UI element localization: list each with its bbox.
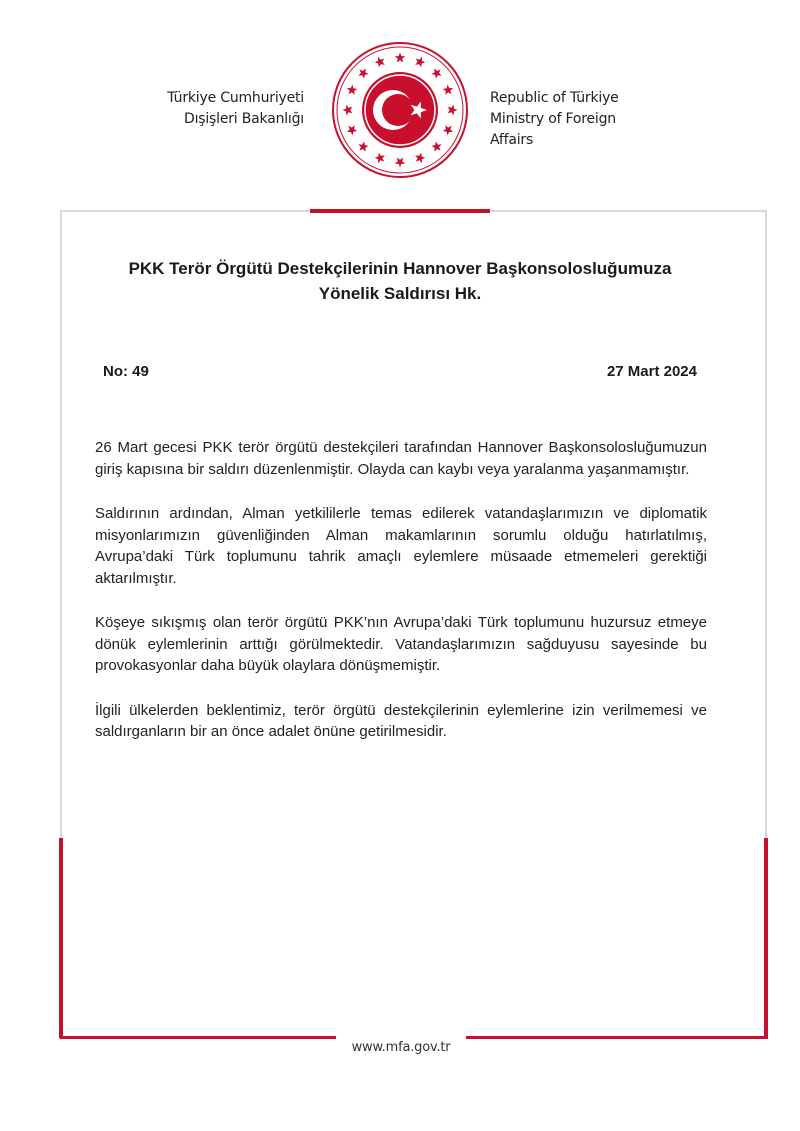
org-name-turkish bbox=[150, 88, 304, 130]
seal-star-icon bbox=[347, 125, 357, 135]
frame-top-accent bbox=[310, 209, 490, 213]
seal-star-icon bbox=[443, 125, 453, 135]
frame-right-accent bbox=[764, 838, 768, 1038]
crescent-star-seal-icon bbox=[330, 40, 470, 180]
org-name-english-line1: Republic of Türkiye bbox=[490, 90, 619, 106]
body-paragraph: 26 Mart gecesi PKK terör örgütü destekçileri tarafından Hannover Başkonsolosluğumuzun giriş kapısına bir saldırı düzenlenmiştir. Olayda can kaybı veya yaralanma yaşanmamıştır. bbox=[95, 439, 707, 478]
seal-star-icon bbox=[358, 68, 368, 78]
frame-bottom-left-accent bbox=[60, 1036, 336, 1039]
frame-bottom-right-accent bbox=[466, 1036, 768, 1039]
org-name-english-line2: Ministry of Foreign Affairs bbox=[490, 111, 616, 148]
org-name-turkish-line1: Türkiye Cumhuriyeti bbox=[167, 90, 304, 106]
body-paragraph: Saldırının ardından, Alman yetkililerle temas edilerek vatandaşlarımızın ve diplomatik misyonlarımızın güvenliğinden Alman makamlarının sorumlu olduğu hatırlatılmış, Avrupa’daki Türk toplumunu tahrik amaçlı eylemlere müsaade etmemeleri gerektiği aktarılmıştır. bbox=[95, 505, 707, 587]
seal-star-icon bbox=[443, 85, 453, 95]
seal-star-icon bbox=[347, 85, 357, 95]
document-title-line1: PKK Terör Örgütü Destekçilerinin Hannover Başkonsolosluğumuza bbox=[128, 259, 672, 278]
seal-star-icon bbox=[448, 105, 458, 115]
body-paragraph: İlgili ülkelerden beklentimiz, terör örgütü destekçilerinin eylemlerine izin verilmemesi ve saldırganların bir an önce adalet önüne getirilmesidir. bbox=[95, 701, 707, 740]
seal-star-icon bbox=[375, 57, 385, 67]
seal-star-icon bbox=[358, 141, 368, 151]
org-name-english bbox=[490, 88, 660, 151]
document-body bbox=[95, 437, 707, 766]
org-name-turkish-line2: Dışişleri Bakanlığı bbox=[184, 111, 304, 127]
document-date: 27 Mart 2024 bbox=[606, 363, 697, 380]
seal-star-icon bbox=[431, 68, 441, 78]
seal-star-icon bbox=[343, 105, 353, 115]
seal-star-icon bbox=[415, 153, 425, 163]
seal-star-icon bbox=[375, 153, 385, 163]
document-title bbox=[80, 256, 720, 306]
document-title-line2: Yönelik Saldırısı Hk. bbox=[318, 284, 482, 303]
seal-star-icon bbox=[415, 57, 425, 67]
seal-star-icon bbox=[395, 53, 405, 63]
body-paragraph: Köşeye sıkışmış olan terör örgütü PKK’nın Avrupa’daki Türk toplumunu huzursuz etmeye dönük eylemlerinin arttığı görülmektedir. Vatandaşlarımızın sağduyusu sayesinde bu provokasyonlar daha büyük olaylara dönüşmemiştir. bbox=[95, 614, 707, 674]
seal-star-icon bbox=[395, 158, 405, 168]
frame-left-accent bbox=[59, 838, 63, 1038]
document-number: No: 49 bbox=[103, 363, 149, 380]
seal-star-icon bbox=[431, 141, 441, 151]
website-link[interactable]: www.mfa.gov.tr bbox=[351, 1040, 451, 1055]
